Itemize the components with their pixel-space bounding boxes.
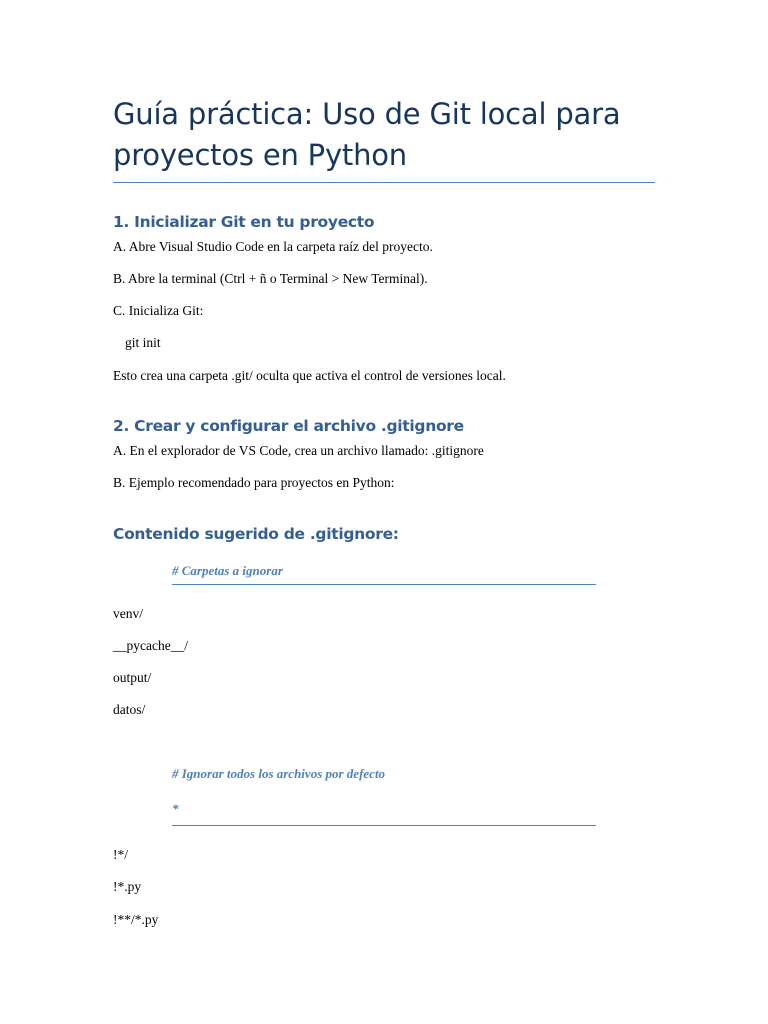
comment-folders: # Carpetas a ignorar	[172, 563, 283, 578]
exception-py: !*.py	[113, 879, 142, 894]
exception-dirs: !*/	[113, 847, 128, 862]
comment-folders-divider	[172, 584, 596, 585]
folder-pycache: __pycache__/	[113, 638, 188, 653]
section-1-step-c: C. Inicializa Git:	[113, 303, 204, 318]
folder-output: output/	[113, 670, 152, 685]
section-2-step-a: A. En el explorador de VS Code, crea un archivo llamado: .gitignore	[113, 443, 484, 458]
git-init-command: git init	[125, 335, 161, 350]
folder-venv: venv/	[113, 606, 143, 621]
title-block	[113, 94, 655, 183]
section-2-heading: 2. Crear y configurar el archivo .gitignore	[113, 417, 464, 435]
section-1-explanation: Esto crea una carpeta .git/ oculta que activa el control de versiones local.	[113, 368, 506, 383]
comment-ignore-all-divider	[172, 825, 596, 826]
section-1-step-a: A. Abre Visual Studio Code en la carpeta raíz del proyecto.	[113, 239, 433, 254]
section-1-heading: 1. Inicializar Git en tu proyecto	[113, 213, 375, 231]
folder-datos: datos/	[113, 702, 146, 717]
gitignore-content-heading: Contenido sugerido de .gitignore:	[113, 525, 399, 543]
section-1-step-b: B. Abre la terminal (Ctrl + ñ o Terminal > New Terminal).	[113, 271, 428, 286]
comment-ignore-all: # Ignorar todos los archivos por defecto	[172, 766, 386, 781]
page-title: Guía práctica: Uso de Git local para proyectos en Python	[113, 97, 621, 172]
wildcard-rule: *	[172, 801, 179, 816]
section-2-step-b: B. Ejemplo recomendado para proyectos en Python:	[113, 475, 395, 490]
exception-recursive-py: !**/*.py	[113, 912, 159, 927]
